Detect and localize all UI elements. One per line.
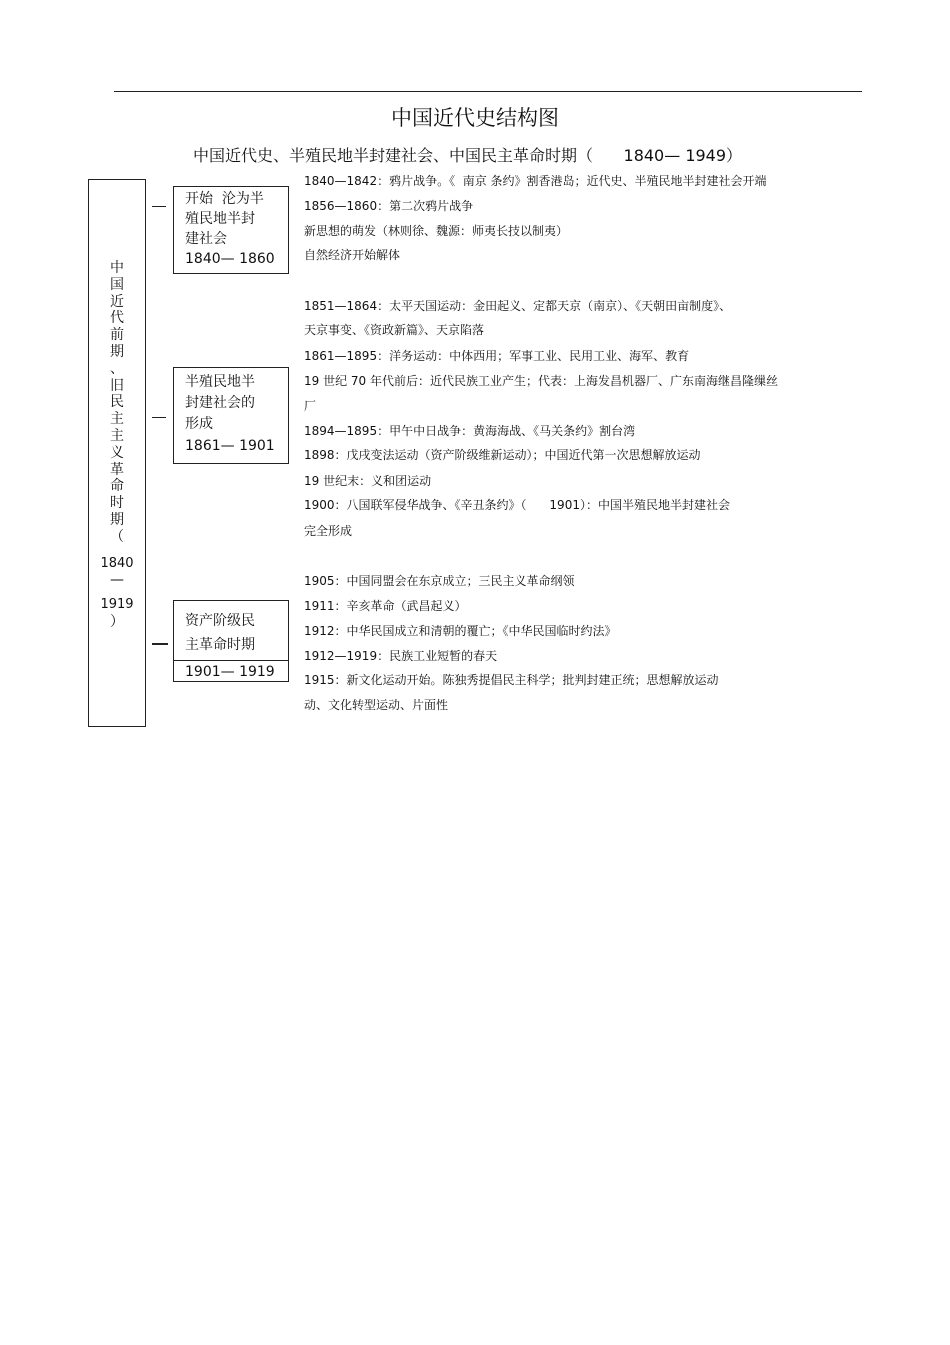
event-line: 动、文化转型运动、片面性	[304, 698, 449, 712]
event-line: 1840—1842：鸦片战争。《 南京 条约》割香港岛；近代史、半殖民地半封建社会开端	[304, 174, 767, 188]
stage-years: 1861— 1901	[185, 438, 275, 454]
event-line: 1861—1895：洋务运动：中体西用；军事工业、民用工业、海军、教育	[304, 349, 690, 363]
stage-box-1	[173, 186, 289, 274]
connector-dash	[152, 643, 168, 645]
document-title: 中国近代史结构图	[391, 106, 559, 130]
event-line: 1898：戊戌变法运动（资产阶级维新运动）；中国近代第一次思想解放运动	[304, 448, 701, 462]
connector-dash	[152, 206, 166, 207]
outer-char: 前	[110, 327, 124, 344]
outer-year-start: 1840	[100, 555, 134, 571]
event-line: 1912—1919：民族工业短暂的春天	[304, 649, 498, 663]
outer-period-label	[89, 260, 145, 631]
stage-box-3	[173, 600, 289, 682]
outer-close-paren: ）	[110, 613, 124, 630]
connector-dash	[152, 417, 166, 418]
event-line: 19 世纪 70 年代前后：近代民族工业产生；代表：上海发昌机器厂、广东南海继昌隆缫丝	[304, 374, 778, 388]
stage-years: 1840— 1860	[185, 251, 275, 267]
stage-title-line: 半殖民地半	[185, 374, 255, 390]
stage-title-line: 资产阶级民	[185, 613, 255, 629]
top-rule	[114, 91, 862, 92]
outer-char: 旧	[110, 377, 124, 394]
outer-char: 中	[110, 260, 124, 276]
event-line: 1905：中国同盟会在东京成立；三民主义革命纲领	[304, 574, 575, 588]
stage-title-line: 开始 沦为半	[185, 191, 264, 207]
event-line: 自然经济开始解体	[304, 248, 401, 262]
outer-char: 主	[110, 427, 124, 444]
outer-year-end: 1919	[100, 597, 134, 613]
stage-title-line: 殖民地半封	[185, 211, 255, 227]
outer-char: （	[110, 528, 124, 545]
event-line: 1911：辛亥革命（武昌起义）	[304, 599, 467, 613]
outer-period-box	[88, 179, 146, 727]
event-line: 厂	[304, 399, 317, 413]
outer-char: 代	[110, 310, 124, 327]
outer-char: 命	[110, 478, 124, 495]
event-line: 1912：中华民国成立和清朝的覆亡；《中华民国临时约法》	[304, 624, 617, 638]
outer-char: 义	[110, 444, 124, 461]
outer-char: 期	[110, 343, 124, 360]
stage-box-2	[173, 367, 289, 464]
outer-char: 主	[110, 411, 124, 428]
stage-title-line: 建社会	[185, 231, 227, 247]
event-line: 1856—1860：第二次鸦片战争	[304, 199, 474, 213]
event-line: 1900：八国联军侵华战争、《辛丑条约》（ 1901）：中国半殖民地半封建社会	[304, 498, 730, 512]
event-line: 新思想的萌发（林则徐、魏源：师夷长技以制夷）	[304, 224, 569, 238]
document-subtitle: 中国近代史、半殖民地半封建社会、中国民主革命时期（ 1840— 1949）	[193, 146, 743, 165]
event-line: 1851—1864：太平天国运动：金田起义、定都天京（南京）、《天朝田亩制度》、	[304, 299, 732, 313]
outer-year-dash: —	[110, 572, 124, 589]
event-line: 完全形成	[304, 524, 353, 538]
outer-char: 时	[110, 495, 124, 512]
event-line: 天京事变、《资政新篇》、天京陷落	[304, 323, 485, 337]
outer-char: 革	[110, 461, 124, 478]
stage-title-line: 封建社会的	[185, 395, 255, 411]
stage-title-line: 形成	[185, 416, 213, 432]
stage-years: 1901— 1919	[174, 660, 288, 683]
outer-char: 国	[110, 276, 124, 293]
event-line: 1894—1895：甲午中日战争：黄海海战、《马关条约》割台湾	[304, 424, 636, 438]
outer-char: 近	[110, 293, 124, 310]
outer-char: 、	[110, 360, 124, 377]
event-line: 19 世纪末：义和团运动	[304, 474, 432, 488]
outer-char: 民	[110, 394, 124, 411]
stage-title-line: 主革命时期	[185, 637, 255, 653]
event-line: 1915：新文化运动开始。陈独秀提倡民主科学；批判封建正统；思想解放运动	[304, 673, 719, 687]
outer-char: 期	[110, 511, 124, 528]
